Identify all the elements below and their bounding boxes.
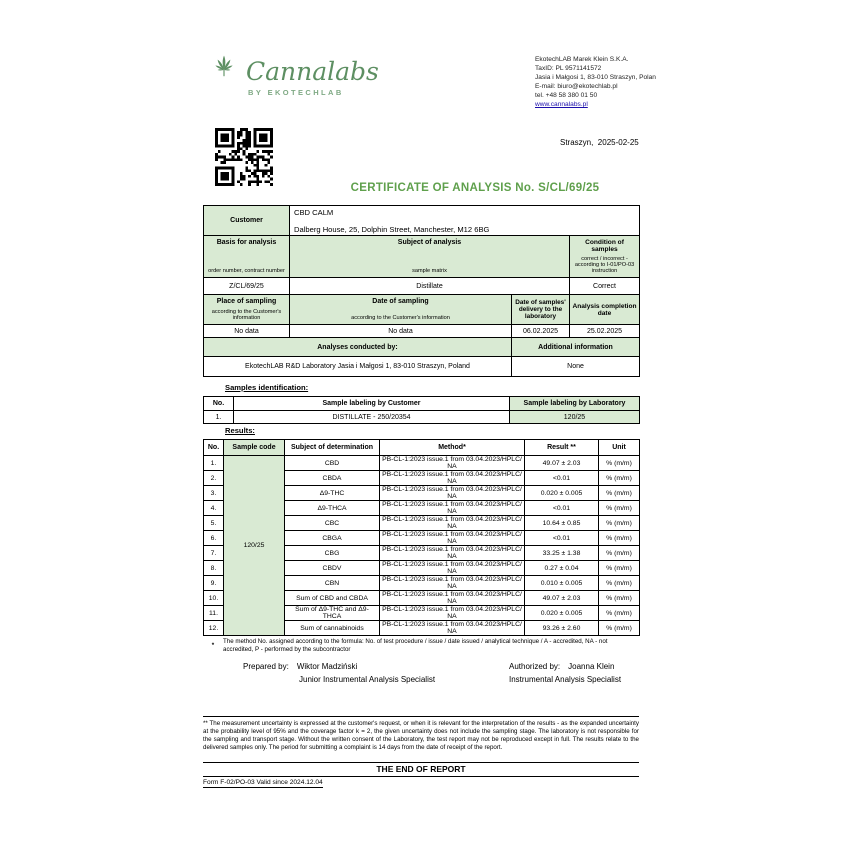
- row-result: 0.27 ± 0.04: [525, 561, 599, 576]
- basis-value: Z/CL/69/25: [204, 278, 290, 295]
- authorized-by-label: Authorized by:: [509, 662, 561, 671]
- sample-code-cell: 120/25: [224, 456, 285, 636]
- results-header-no: No.: [204, 440, 224, 456]
- row-method: PB-CL-1:2023 issue.1 from 03.04.2023/HPLC/ NA: [380, 471, 525, 486]
- subject-label: Subject of analysis: [397, 239, 462, 246]
- row-method: PB-CL-1:2023 issue.1 from 03.04.2023/HPLC/ NA: [380, 621, 525, 636]
- samples-table: [203, 396, 640, 424]
- cannabis-leaf-icon: [208, 50, 240, 84]
- customer-label: Customer: [204, 206, 290, 236]
- additional-value: None: [512, 357, 640, 377]
- row-subject: CBDA: [285, 471, 380, 486]
- form-validity-label: Form F-02/PO-03 Valid since 2024.12.04: [203, 779, 323, 786]
- date-value: No data: [290, 325, 512, 338]
- footnote-mark: *: [211, 642, 215, 649]
- company-taxid: TaxID: PL 9571141572: [535, 65, 602, 72]
- row-method: PB-CL-1:2023 issue.1 from 03.04.2023/HPLC/ NA: [380, 486, 525, 501]
- row-subject: Δ9-THCA: [285, 501, 380, 516]
- conducted-label: Analyses conducted by:: [204, 338, 512, 357]
- qr-code: [215, 128, 273, 186]
- authorized-by-name: Joanna Klein: [568, 662, 615, 671]
- row-unit: % (m/m): [599, 501, 640, 516]
- uncertainty-disclaimer: ** The measurement uncertainty is expressed at the customer's request, or when it is relevant for the interpretation of the results - as the expanded uncertainty at the probability level of 95% and the coverage factor k = 2, the given uncertainty does not include the sampling stage. The laboratory is not responsible for the sampling and transport stage. Without the written consent of the Laboratory, the test report may not be reproduced except in full. The results relate to the delivered samples only. The period for submitting a complaint is 14 days from the date of receipt of the report.: [203, 716, 639, 752]
- sample-laboratory-label: 120/25: [510, 411, 640, 424]
- authorized-by-block: [509, 660, 621, 686]
- row-unit: % (m/m): [599, 576, 640, 591]
- row-subject: CBN: [285, 576, 380, 591]
- row-method: PB-CL-1:2023 issue.1 from 03.04.2023/HPLC/ NA: [380, 606, 525, 621]
- row-no: 11.: [204, 606, 224, 621]
- row-unit: % (m/m): [599, 486, 640, 501]
- row-unit: % (m/m): [599, 561, 640, 576]
- end-of-report-label: THE END OF REPORT: [203, 762, 639, 777]
- row-no: 6.: [204, 531, 224, 546]
- completion-label: Analysis completion date: [570, 295, 640, 325]
- place-header: [204, 295, 290, 325]
- row-subject: CBG: [285, 546, 380, 561]
- place-date: Straszyn, 2025-02-25: [560, 138, 639, 147]
- brand-name: Cannalabs: [246, 57, 379, 86]
- row-subject: Sum of Δ9-THC and Δ9-THCA: [285, 606, 380, 621]
- row-unit: % (m/m): [599, 471, 640, 486]
- date-header: [290, 295, 512, 325]
- row-method: PB-CL-1:2023 issue.1 from 03.04.2023/HPLC/ NA: [380, 576, 525, 591]
- company-website-link[interactable]: www.cannalabs.pl: [535, 101, 588, 108]
- delivery-label: Date of samples' delivery to the laboratory: [512, 295, 570, 325]
- additional-label: Additional information: [512, 338, 640, 357]
- row-result: 0.020 ± 0.005: [525, 606, 599, 621]
- basis-header: [204, 236, 290, 278]
- sample-customer-label: DISTILLATE - 250/20354: [234, 411, 510, 424]
- row-subject: CBD: [285, 456, 380, 471]
- delivery-value: 06.02.2025: [512, 325, 570, 338]
- row-result: 0.020 ± 0.005: [525, 486, 599, 501]
- company-info-block: [535, 55, 656, 109]
- date-label: Date of sampling: [372, 298, 429, 305]
- completion-value: 25.02.2025: [570, 325, 640, 338]
- place-value: No data: [204, 325, 290, 338]
- company-phone: tel. +48 58 380 01 50: [535, 92, 598, 99]
- row-method: PB-CL-1:2023 issue.1 from 03.04.2023/HPLC/ NA: [380, 561, 525, 576]
- row-subject: CBGA: [285, 531, 380, 546]
- row-no: 3.: [204, 486, 224, 501]
- table-row: [204, 411, 640, 424]
- prepared-by-title: Junior Instrumental Analysis Specialist: [299, 675, 436, 684]
- subject-sub: sample matrix: [412, 268, 447, 274]
- subject-header: [290, 236, 570, 278]
- table-row: [204, 456, 640, 471]
- samples-header-laboratory: Sample labeling by Laboratory: [510, 397, 640, 411]
- results-section: [203, 426, 639, 653]
- row-method: PB-CL-1:2023 issue.1 from 03.04.2023/HPLC/ NA: [380, 546, 525, 561]
- row-result: 49.07 ± 2.03: [525, 456, 599, 471]
- row-result: <0.01: [525, 501, 599, 516]
- results-section-label: Results:: [225, 426, 255, 435]
- method-footnote: [203, 638, 639, 653]
- row-subject: Δ9-THC: [285, 486, 380, 501]
- condition-value: Correct: [570, 278, 640, 295]
- subject-value: Distillate: [290, 278, 570, 295]
- certificate-title: CERTIFICATE OF ANALYSIS No. S/CL/69/25: [350, 182, 600, 194]
- footer-block: [203, 716, 639, 786]
- sample-no: 1.: [204, 411, 234, 424]
- row-no: 9.: [204, 576, 224, 591]
- company-address: Jasia i Małgosi 1, 83-010 Straszyn, Polan: [535, 74, 656, 81]
- row-method: PB-CL-1:2023 issue.1 from 03.04.2023/HPLC/ NA: [380, 456, 525, 471]
- authorized-by-title: Instrumental Analysis Specialist: [509, 675, 622, 684]
- row-no: 1.: [204, 456, 224, 471]
- samples-identification-section: [203, 383, 639, 424]
- samples-header-no: No.: [204, 397, 234, 411]
- place-sub: according to the Customer's information: [211, 309, 282, 321]
- row-method: PB-CL-1:2023 issue.1 from 03.04.2023/HPLC/ NA: [380, 516, 525, 531]
- results-header-method: Method*: [380, 440, 525, 456]
- row-no: 5.: [204, 516, 224, 531]
- signatures-block: [203, 660, 639, 686]
- place-label: Place of sampling: [216, 298, 277, 305]
- row-unit: % (m/m): [599, 456, 640, 471]
- row-subject: Sum of CBD and CBDA: [285, 591, 380, 606]
- results-table: [203, 439, 640, 636]
- row-result: 33.25 ± 1.38: [525, 546, 599, 561]
- row-unit: % (m/m): [599, 591, 640, 606]
- customer-name: CBD CALM: [294, 208, 334, 217]
- basis-sub: order number, contract number: [208, 268, 285, 274]
- row-method: PB-CL-1:2023 issue.1 from 03.04.2023/HPLC/ NA: [380, 531, 525, 546]
- row-unit: % (m/m): [599, 516, 640, 531]
- row-result: <0.01: [525, 531, 599, 546]
- row-result: 10.64 ± 0.85: [525, 516, 599, 531]
- row-unit: % (m/m): [599, 606, 640, 621]
- row-subject: CBDV: [285, 561, 380, 576]
- results-header-sample-code: Sample code: [224, 440, 285, 456]
- basis-label: Basis for analysis: [216, 239, 277, 246]
- company-name: EkotechLAB Marek Klein S.K.A.: [535, 56, 629, 63]
- prepared-by-label: Prepared by:: [243, 662, 289, 671]
- row-method: PB-CL-1:2023 issue.1 from 03.04.2023/HPLC/ NA: [380, 501, 525, 516]
- brand-tagline: BY EKOTECHLAB: [248, 88, 344, 97]
- row-no: 7.: [204, 546, 224, 561]
- condition-header: [570, 236, 640, 278]
- results-header-result: Result **: [525, 440, 599, 456]
- results-header-unit: Unit: [599, 440, 640, 456]
- row-result: 93.26 ± 2.60: [525, 621, 599, 636]
- row-unit: % (m/m): [599, 531, 640, 546]
- row-result: <0.01: [525, 471, 599, 486]
- company-email: E-mail: biuro@ekotechlab.pl: [535, 83, 618, 90]
- row-result: 0.010 ± 0.005: [525, 576, 599, 591]
- cannalabs-logo: [208, 50, 379, 97]
- row-unit: % (m/m): [599, 546, 640, 561]
- footnote-text: The method No. assigned according to the formula: No. of test procedure / issue / date issued / analytical technique / A - accredited, NA - not accredited, P - performed by the subcontractor: [223, 638, 608, 653]
- results-header-subject: Subject of determination: [285, 440, 380, 456]
- conducted-value: EkotechLAB R&D Laboratory Jasia i Małgosi 1, 83-010 Straszyn, Poland: [204, 357, 512, 377]
- prepared-by-name: Wiktor Madziński: [296, 662, 358, 671]
- prepared-by-block: [243, 660, 473, 686]
- date-sub: according to the Customer's information: [351, 315, 450, 321]
- condition-sub: correct / incorrect - according to I-01/PO-03 instruction: [574, 256, 635, 274]
- row-no: 4.: [204, 501, 224, 516]
- customer-address: Dalberg House, 25, Dolphin Street, Manchester, M12 6BG: [294, 225, 490, 234]
- row-method: PB-CL-1:2023 issue.1 from 03.04.2023/HPLC/ NA: [380, 591, 525, 606]
- row-no: 10.: [204, 591, 224, 606]
- row-subject: CBC: [285, 516, 380, 531]
- row-no: 2.: [204, 471, 224, 486]
- row-no: 8.: [204, 561, 224, 576]
- samples-section-label: Samples identification:: [225, 383, 309, 392]
- row-subject: Sum of cannabinoids: [285, 621, 380, 636]
- info-table: [203, 205, 640, 377]
- condition-label: Condition of samples: [585, 239, 624, 253]
- row-unit: % (m/m): [599, 621, 640, 636]
- samples-header-customer: Sample labeling by Customer: [234, 397, 510, 411]
- row-result: 49.07 ± 2.03: [525, 591, 599, 606]
- customer-value: [290, 206, 640, 236]
- row-no: 12.: [204, 621, 224, 636]
